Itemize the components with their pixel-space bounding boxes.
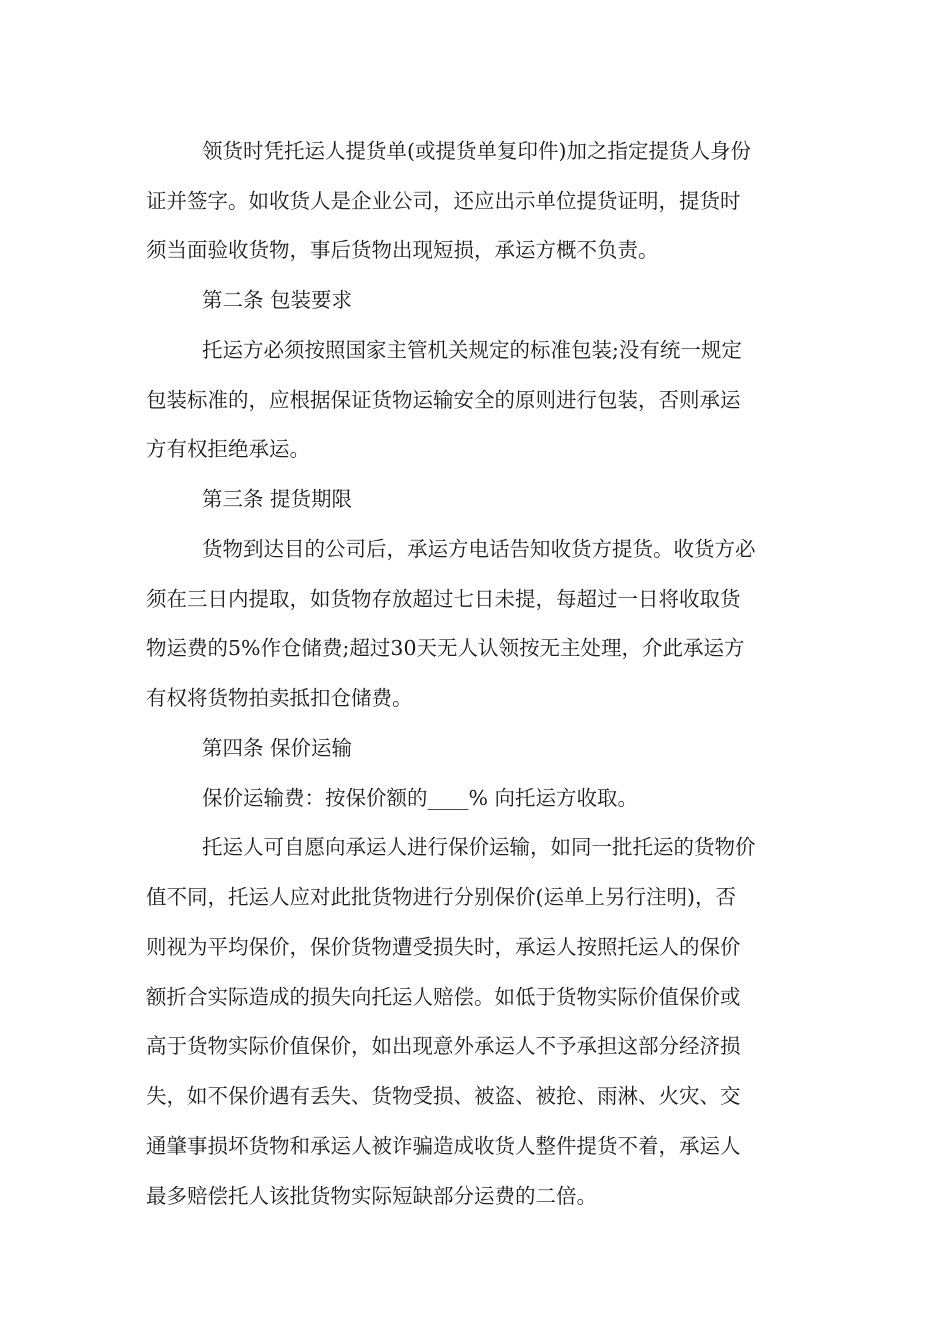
paragraph-insured-line-8: 最多赔偿托人该批货物实际短缺部分运费的二倍。 — [146, 1184, 597, 1208]
paragraph-deadline-line-1: 货物到达目的公司后，承运方电话告知收货方提货。收货方必 — [202, 537, 756, 561]
paragraph-packaging-line-1: 托运方必须按照国家主管机关规定的标准包装;没有统一规定 — [202, 338, 742, 362]
paragraph-insured-fee: 保价运输费：按保价额的____% 向托运方收取。 — [202, 786, 638, 810]
article-3-heading: 第三条 提货期限 — [202, 487, 353, 511]
paragraph-insured-line-6: 失，如不保价遇有丢失、货物受损、被盗、被抢、雨淋、火灾、交 — [146, 1084, 741, 1108]
paragraph-insured-line-3: 则视为平均保价，保价货物遭受损失时，承运人按照托运人的保价 — [146, 935, 741, 959]
paragraph-insured-line-7: 通肇事损坏货物和承运人被诈骗造成收货人整件提货不着，承运人 — [146, 1134, 741, 1158]
paragraph-insured-line-2: 值不同，托运人应对此批货物进行分别保价(运单上另行注明)，否 — [146, 885, 736, 909]
paragraph-pickup-line-2: 证并签字。如收货人是企业公司，还应出示单位提货证明，提货时 — [146, 189, 741, 213]
article-4-heading: 第四条 保价运输 — [202, 736, 353, 760]
paragraph-insured-line-1: 托运人可自愿向承运人进行保价运输，如同一批托运的货物价 — [202, 835, 756, 859]
paragraph-insured-line-4: 额折合实际造成的损失向托运人赔偿。如低于货物实际价值保价或 — [146, 985, 741, 1009]
paragraph-packaging-line-3: 方有权拒绝承运。 — [146, 437, 310, 461]
paragraph-deadline-line-4: 有权将货物拍卖抵扣仓储费。 — [146, 686, 413, 710]
paragraph-deadline-line-2: 须在三日内提取，如货物存放超过七日未提，每超过一日将收取货 — [146, 587, 741, 611]
article-2-heading: 第二条 包装要求 — [202, 288, 353, 312]
paragraph-pickup-line-3: 须当面验收货物，事后货物出现短损，承运方概不负责。 — [146, 238, 659, 262]
paragraph-pickup-line-1: 领货时凭托运人提货单(或提货单复印件)加之指定提货人身份 — [202, 139, 751, 163]
paragraph-deadline-line-3: 物运费的5%作仓储费;超过30天无人认领按无主处理，介此承运方 — [146, 636, 745, 660]
paragraph-packaging-line-2: 包装标准的，应根据保证货物运输安全的原则进行包装，否则承运 — [146, 388, 741, 412]
paragraph-insured-line-5: 高于货物实际价值保价，如出现意外承运人不予承担这部分经济损 — [146, 1034, 741, 1058]
